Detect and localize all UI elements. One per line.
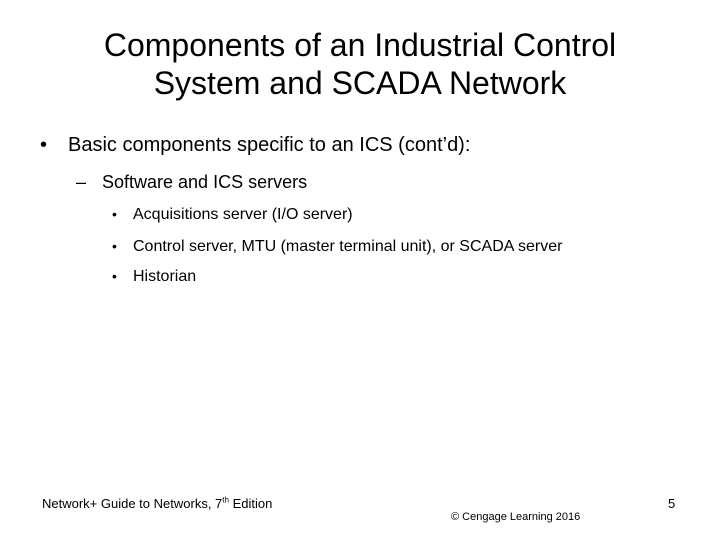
footer-book-title	[42, 496, 272, 512]
list-item	[112, 236, 682, 257]
footer-copyright: © Cengage Learning 2016	[451, 511, 581, 523]
dash-marker: –	[76, 172, 87, 192]
slide-title	[40, 26, 680, 102]
page-number: 5	[668, 496, 676, 511]
bullet-level-1	[40, 132, 470, 158]
bullet-marker: •	[40, 134, 48, 156]
bullet-marker: •	[112, 268, 117, 284]
slide-title-line-2: System and SCADA Network	[153, 65, 567, 101]
list-item-text: Historian	[133, 268, 197, 285]
bullet-level-3-list	[112, 204, 682, 298]
bullet-level-2-text: Software and ICS servers	[102, 172, 308, 192]
footer-book-edition-superscript: th	[222, 495, 229, 505]
bullet-level-2	[76, 170, 307, 194]
bullet-marker: •	[112, 238, 117, 254]
slide-title-line-1: Components of an Industrial Control	[103, 27, 617, 63]
footer-book-title-suffix: Edition	[228, 496, 273, 511]
bullet-level-1-text: Basic components specific to an ICS (cont’d):	[68, 134, 471, 156]
bullet-marker: •	[112, 206, 117, 222]
list-item	[112, 266, 682, 287]
list-item-text: Acquisitions server (I/O server)	[133, 206, 353, 223]
list-item	[112, 204, 682, 225]
footer-book-title-text: Network+ Guide to Networks, 7	[42, 496, 223, 511]
list-item-text: Control server, MTU (master terminal unit), or SCADA server	[133, 238, 563, 255]
